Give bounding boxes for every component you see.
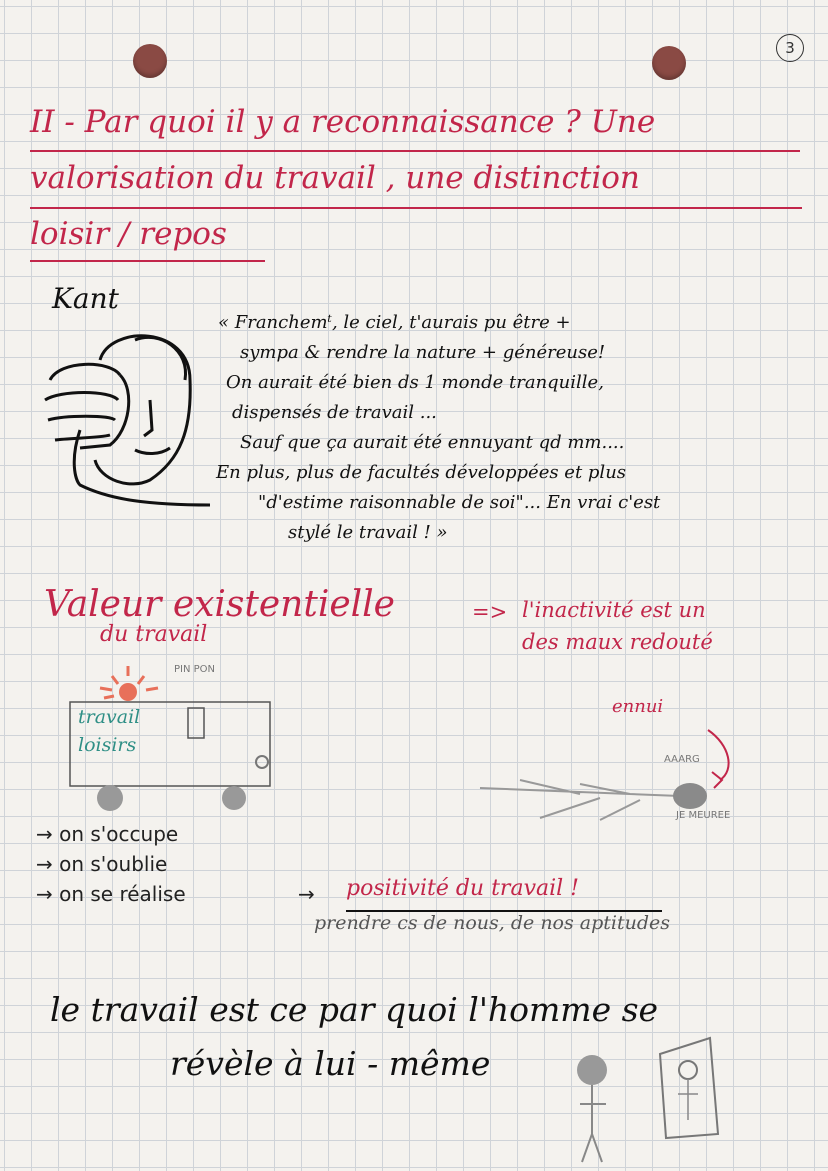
positivite-arrow: → <box>298 882 315 906</box>
heading-underline-2 <box>30 207 802 209</box>
quote-line-4: dispensés de travail ... <box>232 402 437 423</box>
quote-line-1: « Franchemᵗ, le ciel, t'aurais pu être + <box>218 312 571 333</box>
kant-label: Kant <box>52 282 119 315</box>
conclusion-line-2: révèle à lui - même <box>170 1044 491 1083</box>
heading-line-1: II - Par quoi il y a reconnaissance ? Une <box>30 104 656 140</box>
heading-line-3: loisir / repos <box>30 216 227 252</box>
positivite-text: positivité du travail ! <box>346 876 580 901</box>
inactivity-line-2: des maux redouté <box>522 630 713 654</box>
quote-line-5: Sauf que ça aurait été ennuyant qd mm.... <box>240 432 625 453</box>
quote-line-7: "d'estime raisonnable de soi"... En vrai c'est <box>258 492 661 513</box>
valeur-title: Valeur existentielle <box>44 584 395 625</box>
quote-line-3: On aurait été bien ds 1 monde tranquille, <box>226 372 604 393</box>
truck-label-loisirs: loisirs <box>78 734 137 756</box>
conclusion-line-1: le travail est ce par quoi l'homme se <box>50 990 659 1029</box>
quote-line-6: En plus, plus de facultés développées et plus <box>216 462 627 483</box>
valeur-subtitle: du travail <box>100 622 208 647</box>
ennui-figure-drawing <box>480 720 760 830</box>
positivite-subtext: prendre cs de nous, de nos aptitudes <box>314 912 671 934</box>
inactivity-arrow: => <box>472 600 508 624</box>
list-item-oublie: → on s'oublie <box>36 852 168 876</box>
truck-label-travail: travail <box>78 706 141 728</box>
quote-line-2: sympa & rendre la nature + généreuse! <box>240 342 606 363</box>
ennui-label: ennui <box>612 696 664 717</box>
truck-sound-label: PIN PON <box>174 664 216 675</box>
heading-underline-1 <box>30 150 800 152</box>
inactivity-line-1: l'inactivité est un <box>522 598 706 622</box>
kant-portrait-drawing <box>40 320 240 520</box>
heading-line-2: valorisation du travail , une distinction <box>30 160 640 196</box>
binder-hole-right <box>652 46 686 80</box>
list-item-realise: → on se réalise <box>36 882 186 906</box>
binder-hole-left <box>133 44 167 78</box>
je-meuree-label: JE MEUREE <box>676 810 731 821</box>
aaarg-label: AAARG <box>664 754 700 765</box>
list-item-occupe: → on s'occupe <box>36 822 179 846</box>
mirror-drawing <box>570 1034 730 1164</box>
heading-underline-3 <box>30 260 265 262</box>
quote-line-8: stylé le travail ! » <box>288 522 448 543</box>
page-number: 3 <box>776 34 804 62</box>
